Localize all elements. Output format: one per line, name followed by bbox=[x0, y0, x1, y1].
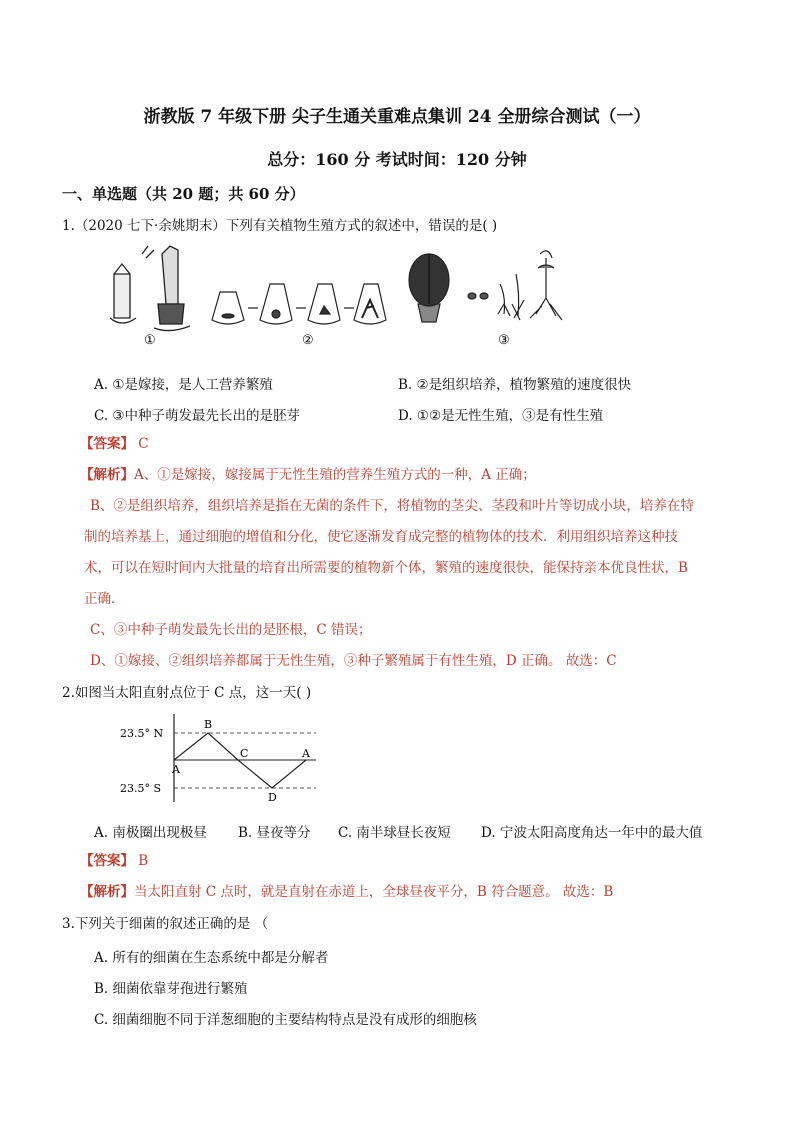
point-b: B bbox=[204, 718, 213, 731]
q2-answer bbox=[80, 852, 148, 870]
q1-analysis-line-3: 制的培养基上，通过细胞的增值和分化，使它逐渐发育成完整的植物体的技术．利用组织培养这种技 bbox=[84, 529, 678, 545]
q3-option-a[interactable]: A. 所有的细菌在生态系统中都是分解者 bbox=[94, 950, 329, 966]
q1-answer-label: 【答案】 bbox=[80, 436, 134, 452]
q1-option-a[interactable]: A. ①是嫁接，是人工营养繁殖 bbox=[94, 377, 273, 393]
q2-analysis bbox=[80, 883, 613, 901]
q3-option-c[interactable]: C. 细菌细胞不同于洋葱细胞的主要结构特点是没有成形的细胞核 bbox=[94, 1012, 477, 1028]
q1-figure bbox=[100, 244, 580, 348]
figure-label-3: ③ bbox=[498, 333, 510, 348]
q1-option-c[interactable]: C. ③中种子萌发最先长出的是胚芽 bbox=[94, 408, 301, 424]
q2-option-d[interactable]: D. 宁波太阳高度角达一年中的最大值 bbox=[481, 825, 703, 841]
q1-analysis-text-1: A、①是嫁接，嫁接属于无性生殖的营养生殖方式的一种，A 正确； bbox=[134, 467, 536, 483]
label-tropic-south: 23.5° S bbox=[120, 782, 162, 795]
q1-analysis-label: 【解析】 bbox=[80, 467, 134, 483]
label-tropic-north: 23.5° N bbox=[120, 727, 164, 740]
q2-answer-label: 【答案】 bbox=[80, 853, 134, 869]
q2-option-a[interactable]: A. 南极圈出现极昼 bbox=[94, 825, 207, 841]
point-d: D bbox=[268, 791, 277, 804]
section-title: 一、单选题（共 20 题；共 60 分） bbox=[62, 185, 305, 203]
q1-analysis-line-1 bbox=[80, 466, 536, 484]
q1-analysis-line-6: C、③中种子萌发最先长出的是胚根，C 错误； bbox=[90, 622, 372, 638]
q1-option-d[interactable]: D. ①②是无性生殖，③是有性生殖 bbox=[398, 408, 604, 424]
point-a-left: A bbox=[172, 763, 180, 776]
q1-analysis-line-7: D、①嫁接、②组织培养都属于无性生殖，③种子繁殖属于有性生殖，D 正确。 故选：C bbox=[90, 653, 617, 669]
grafting-figure bbox=[110, 246, 190, 331]
q2-analysis-text: 当太阳直射 C 点时，就是直射在赤道上，全球昼夜平分，B 符合题意。 故选：B bbox=[134, 884, 614, 900]
tissue-culture-figure bbox=[212, 284, 386, 324]
figure-label-1: ① bbox=[144, 333, 156, 348]
q2-option-b[interactable]: B. 昼夜等分 bbox=[238, 825, 311, 841]
q1-analysis-line-2: B、②是组织培养，组织培养是指在无菌的条件下，将植物的茎尖、茎段和叶片等切成小块，培养在特 bbox=[90, 498, 694, 514]
q1-analysis-line-5: 正确． bbox=[84, 591, 125, 607]
page-subtitle: 总分：160 分 考试时间：120 分钟 bbox=[267, 150, 527, 169]
q1-answer bbox=[80, 435, 149, 453]
point-a-right: A bbox=[302, 747, 310, 760]
q1-stem: 1.（2020 七下·余姚期末）下列有关植物生殖方式的叙述中，错误的是( ) bbox=[62, 218, 498, 234]
seed-germination-figure bbox=[468, 251, 562, 320]
q3-option-b[interactable]: B. 细菌依靠芽孢进行繁殖 bbox=[94, 981, 248, 997]
q3-stem: 3.下列关于细菌的叙述正确的是 （ bbox=[62, 916, 269, 932]
q2-option-c[interactable]: C. 南半球昼长夜短 bbox=[338, 825, 451, 841]
page-title: 浙教版 7 年级下册 尖子生通关重难点集训 24 全册综合测试（一） bbox=[143, 107, 651, 127]
q2-analysis-label: 【解析】 bbox=[80, 884, 134, 900]
point-c: C bbox=[240, 747, 249, 760]
q1-answer-value: C bbox=[134, 436, 149, 452]
q2-sun-path-diagram bbox=[116, 710, 326, 806]
q2-stem: 2.如图当太阳直射点位于 C 点，这一天( ) bbox=[62, 685, 312, 701]
figure-label-2: ② bbox=[302, 333, 314, 348]
q2-answer-value: B bbox=[134, 853, 149, 869]
potted-plant bbox=[409, 254, 449, 322]
q1-analysis-line-4: 术，可以在短时间内大批量的培育出所需要的植物新个体，繁殖的速度很快，能保持亲本优良性状，B bbox=[84, 560, 688, 576]
q1-option-b[interactable]: B. ②是组织培养，植物繁殖的速度很快 bbox=[398, 377, 632, 393]
